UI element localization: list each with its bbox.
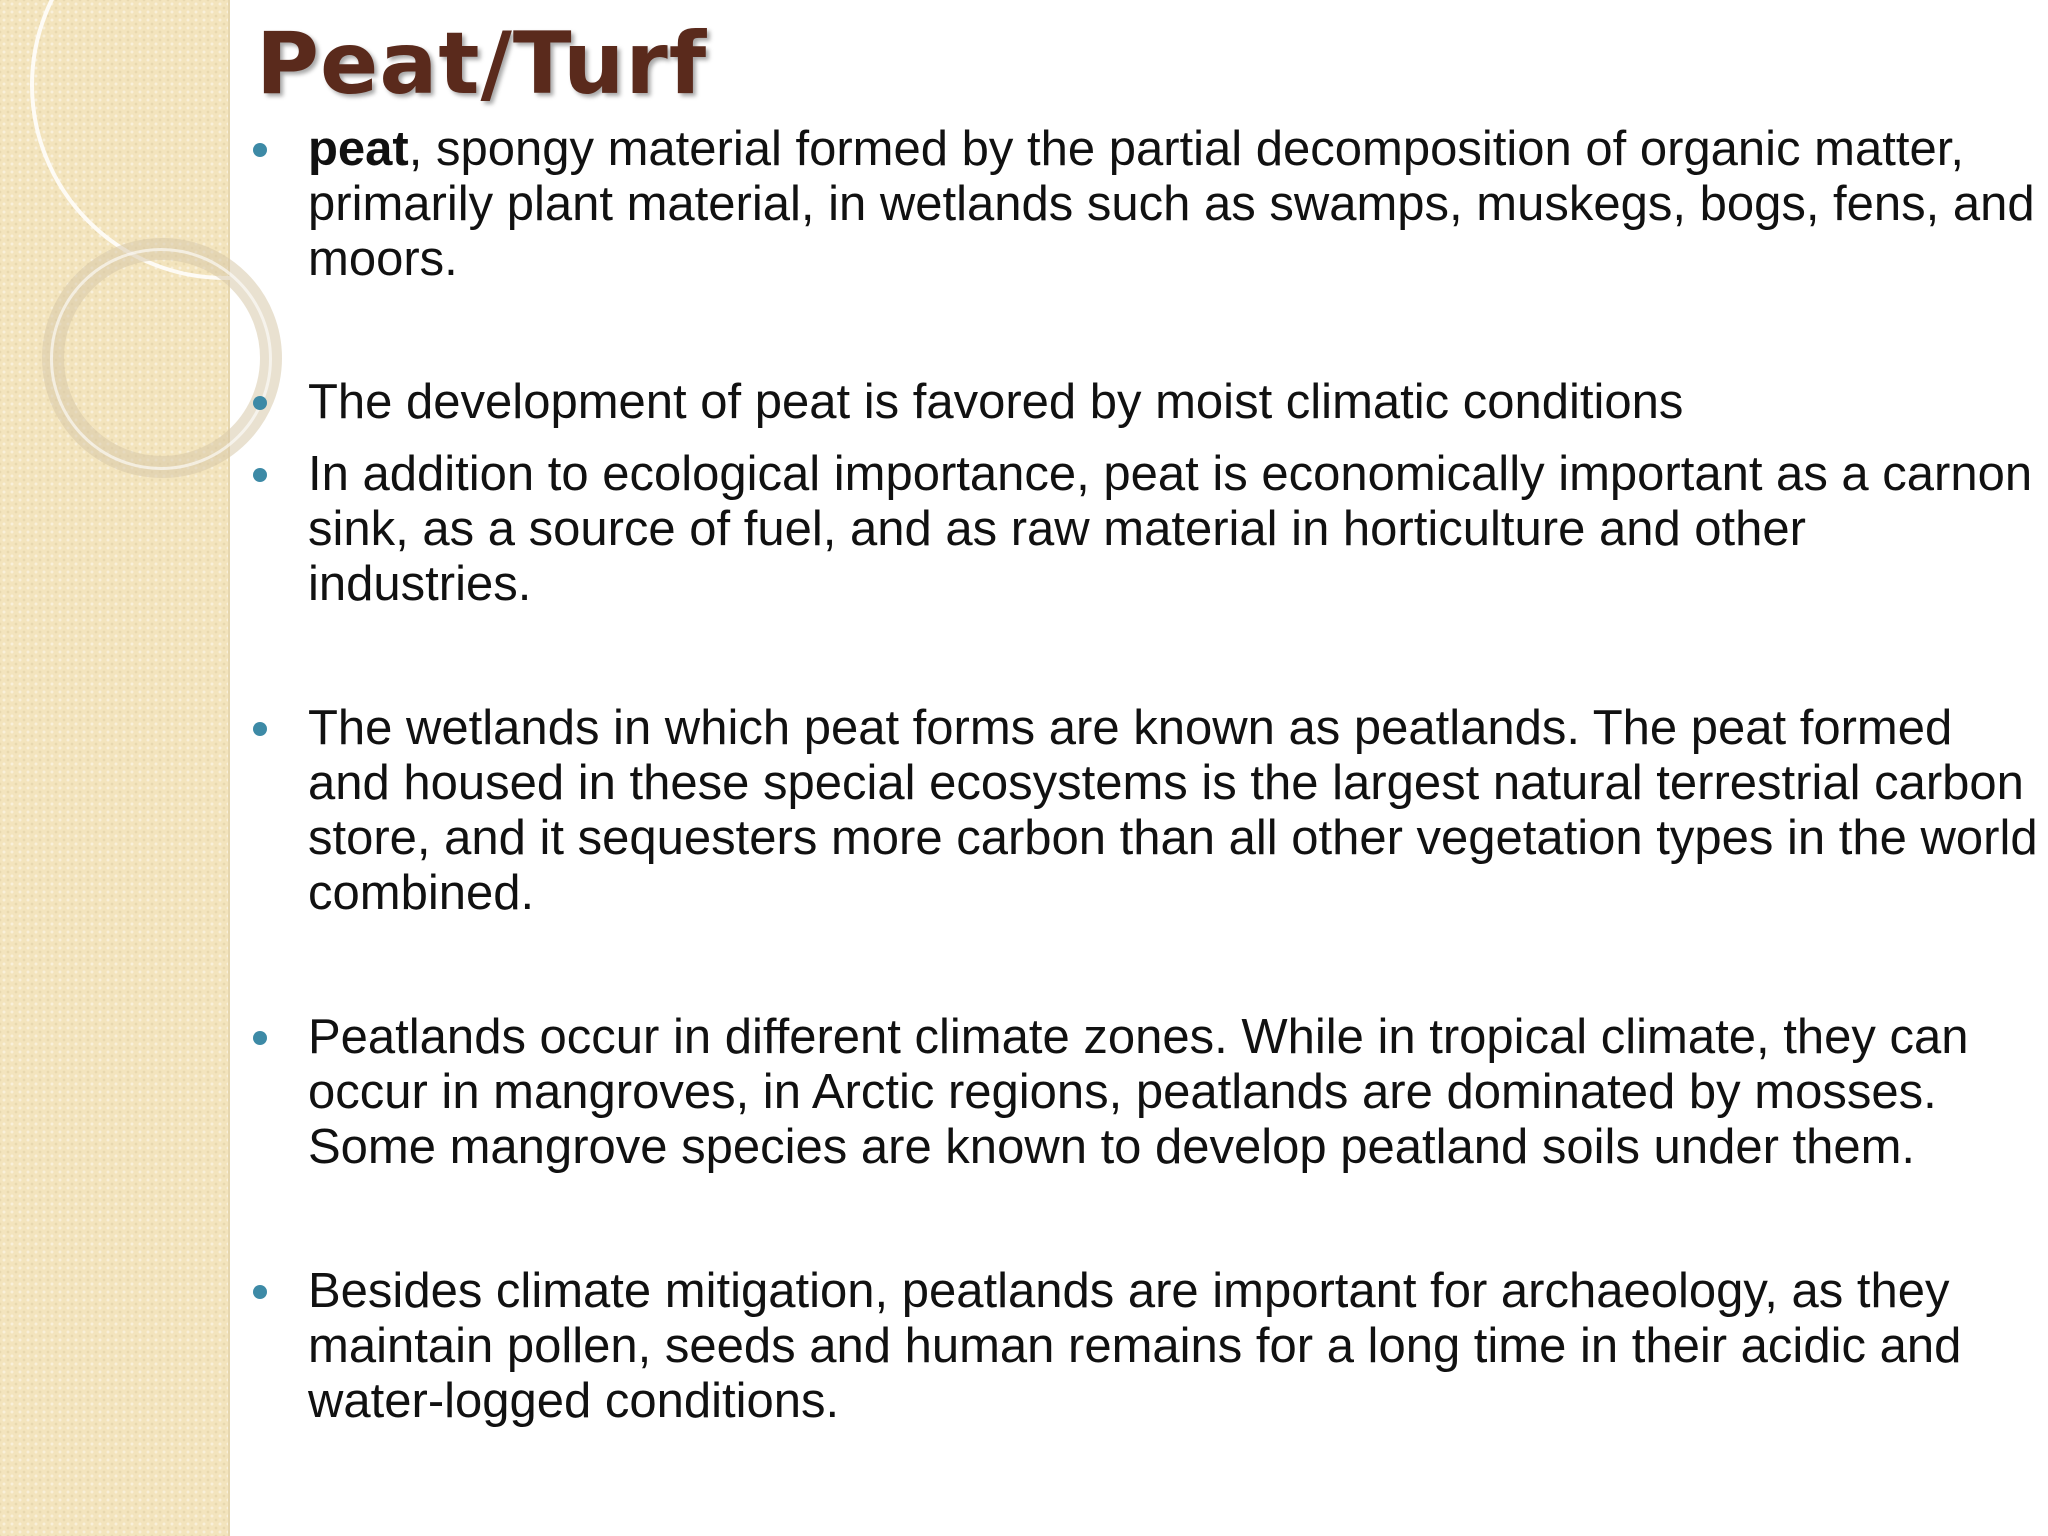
bullet-marker-icon (253, 396, 267, 410)
bullet-list (248, 122, 2038, 1429)
bullet-item (248, 122, 2038, 287)
bullet-item (248, 447, 2038, 612)
bullet-marker-icon (253, 468, 267, 482)
bullet-text: The wetlands in which peat forms are known as peatlands. The peat formed and housed in these special ecosystems is the largest natural terrestrial carbon store, and it sequesters more carbon than all other vegetation types in the world combined. (308, 701, 2038, 920)
bullet-marker-icon (253, 1031, 267, 1045)
bullet-text: The development of peat is favored by moist climatic conditions (308, 375, 1684, 429)
bullet-item (248, 701, 2038, 921)
bullet-marker-icon (253, 722, 267, 736)
bullet-item (248, 375, 2038, 430)
decorative-side-band (0, 0, 230, 1536)
bullet-text: In addition to ecological importance, peat is economically important as a carnon sink, as a source of fuel, and as raw material in horticulture and other industries. (308, 447, 2033, 611)
decorative-ring-highlight (50, 248, 272, 470)
bullet-term: peat (308, 122, 409, 176)
bullet-marker-icon (253, 143, 267, 157)
bullet-text: Peatlands occur in different climate zones. While in tropical climate, they can occur in mangroves, in Arctic regions, peatlands are dominated by mosses. Some mangrove species are known to develop peatland soils under them. (308, 1010, 1969, 1174)
slide-title: Peat/Turf (256, 14, 708, 114)
bullet-text: Besides climate mitigation, peatlands are important for archaeology, as they maintain pollen, seeds and human remains for a long time in their acidic and water-logged conditions. (308, 1264, 1962, 1428)
bullet-marker-icon (253, 1285, 267, 1299)
bullet-text: , spongy material formed by the partial decomposition of organic matter, primarily plant material, in wetlands such as swamps, muskegs, bogs, fens, and moors. (308, 122, 2035, 286)
bullet-item (248, 1264, 2038, 1429)
bullet-item (248, 1010, 2038, 1175)
